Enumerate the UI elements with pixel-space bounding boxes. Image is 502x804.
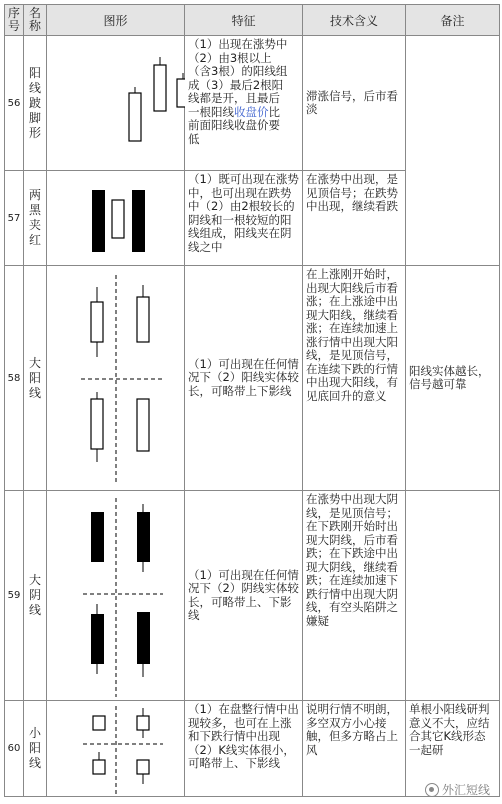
pattern-feature: （1）可出现在任何情况下（2）阳线实体较长，可略带上下影线 (185, 266, 303, 491)
feature-line: 成（3）最后2根阳 (188, 77, 284, 92)
name-char: 两 (28, 188, 41, 202)
candle-body (154, 65, 166, 111)
name-char: 线 (28, 385, 41, 400)
row-number: 58 (5, 266, 24, 491)
feature-line: 低 (188, 131, 200, 146)
candle-body (137, 399, 149, 451)
candle-body-white (112, 200, 124, 238)
name-char: 大 (28, 355, 41, 370)
pattern-name (24, 171, 47, 266)
name-char: 跛 (28, 95, 41, 110)
name-char: 阳 (28, 741, 41, 755)
pattern-tech: 在涨势中出现，是见顶信号；在跌势中出现，继续看跌 (303, 171, 406, 266)
feature-line: （2）由3根以上 (188, 50, 272, 65)
feature-line: 线都是开，且最后 (188, 91, 280, 105)
pattern-note: 阳线实体越长，信号越可靠 (406, 266, 500, 491)
row-number: 59 (5, 491, 24, 701)
name-char: 阳 (28, 65, 41, 80)
candle-body-black (137, 612, 150, 664)
header-name: 名称 (24, 5, 47, 36)
feature-text: 一根阳线 (188, 104, 234, 119)
name-char: 大 (28, 573, 41, 587)
feature-highlight: 收盘价 (234, 104, 269, 119)
name-char: 阳 (28, 370, 41, 385)
pattern-tech: 滞涨信号，后市看淡 (303, 36, 406, 171)
candlestick-figure (47, 267, 185, 490)
name-char: 形 (28, 125, 41, 140)
candle-body (177, 79, 185, 107)
candle-body-black (91, 614, 104, 664)
candlestick-figure (47, 702, 185, 796)
kline-pattern-table (4, 4, 500, 797)
pattern-tech: 说明行情不明朗，多空双方小心接触，但多方略占上风 (303, 701, 406, 797)
name-char: 夹 (28, 218, 41, 232)
feature-text: 比 (268, 104, 280, 119)
candle-body (137, 760, 149, 774)
header-figure: 图形 (47, 5, 185, 36)
pattern-name (24, 36, 47, 171)
row-number: 56 (5, 36, 24, 171)
candle-body-black (92, 190, 105, 252)
feature-line (188, 106, 299, 120)
name-char: 红 (28, 233, 41, 247)
feature-line: 前面阳线收盘价要 (188, 118, 280, 132)
pattern-name (24, 266, 47, 491)
feature-line: （含3根）的阳线组 (188, 64, 288, 78)
header-feature: 特征 (185, 5, 303, 36)
watermark-text: 外汇短线 (441, 783, 490, 797)
pattern-note (406, 36, 500, 266)
candle-body (91, 399, 103, 449)
header-tech: 技术含义 (303, 5, 406, 36)
table-row (5, 491, 500, 701)
candlestick-figure (47, 172, 185, 265)
name-char: 脚 (28, 110, 41, 125)
candle-body-black (132, 190, 145, 252)
watermark (425, 781, 490, 798)
name-char: 黑 (28, 203, 41, 217)
pattern-tech: 在涨势中出现大阴线，是见顶信号；在下跌刚开始时出现大阴线，后市看跌；在下跌途中出现大阴线，继续看跌；在连续加速下跌行情中出现大阴线，有空头陷阱之嫌疑 (303, 491, 406, 701)
candle-body (137, 716, 149, 730)
name-char: 阴 (28, 588, 41, 602)
pattern-note (406, 491, 500, 701)
pattern-figure (47, 36, 185, 171)
candle-body (93, 760, 105, 774)
pattern-note: 单根小阳线研判意义不大，应结合其它K线形态一起研 (406, 701, 500, 797)
name-char: 线 (28, 756, 41, 770)
name-char: 小 (28, 726, 41, 740)
pattern-feature: （1）既可出现在涨势中，也可出现在跌势中（2）由2根较长的阴线和一根较短的阳线组成，阳线夹在阴线之中 (185, 171, 303, 266)
name-char: 线 (28, 80, 41, 95)
pattern-figure (47, 701, 185, 797)
pattern-figure (47, 266, 185, 491)
header-row (5, 5, 500, 36)
row-number: 57 (5, 171, 24, 266)
pattern-figure (47, 171, 185, 266)
name-char: 线 (28, 603, 41, 617)
pattern-tech: 在上涨刚开始时，出现大阳线后市看涨；在上涨途中出现大阳线，继续看涨；在连续加速上涨行情中出现大阳线，是见顶信号，在连续下跌的行情中出现大阳线，有见底回升的意义 (303, 266, 406, 491)
table-row (5, 36, 500, 171)
pattern-feature: （1）可出现在任何情况下（2）阴线实体较长，可略带上、下影线 (185, 491, 303, 701)
candlestick-figure (47, 37, 185, 170)
candle-body (129, 93, 141, 141)
pattern-name (24, 491, 47, 701)
pattern-figure (47, 491, 185, 701)
candle-body-black (137, 512, 150, 562)
candle-body (93, 716, 105, 730)
wechat-icon (425, 783, 439, 797)
feature-line: （1）出现在涨势中 (188, 37, 288, 51)
pattern-name (24, 701, 47, 797)
candle-body (137, 297, 149, 342)
header-note: 备注 (406, 5, 500, 36)
table-row (5, 266, 500, 491)
pattern-feature: （1）在盘整行情中出现较多，也可在上涨和下跌行情中出现（2）K线实体很小，可略带上、下影线 (185, 701, 303, 797)
candle-body (91, 302, 103, 342)
candlestick-figure (47, 492, 185, 700)
header-seq: 序号 (5, 5, 24, 36)
pattern-feature (185, 36, 303, 171)
row-number: 60 (5, 701, 24, 797)
candle-body-black (91, 512, 104, 562)
